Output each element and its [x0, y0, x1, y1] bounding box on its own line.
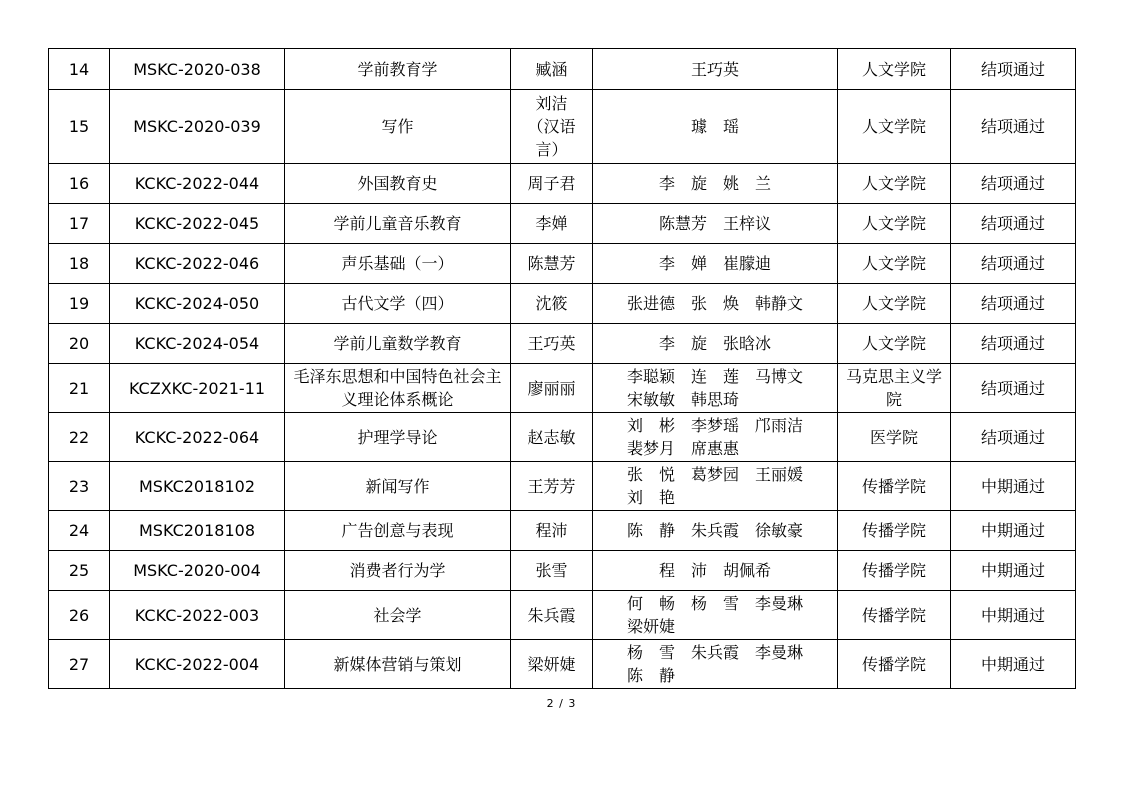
cell-college: 传播学院	[838, 462, 951, 511]
table-row	[49, 640, 1076, 689]
cell-project-code: KCZXKC-2021-11	[110, 364, 285, 413]
cell-project-code: KCKC-2022-046	[110, 244, 285, 284]
cell-leader	[511, 413, 593, 462]
cell-members-text: 李聪颖 连 莲 马博文 宋敏敏 韩思琦	[626, 367, 803, 409]
cell-status: 结项通过	[951, 90, 1076, 164]
cell-members-text: 张进德 张 焕 韩静文	[626, 294, 803, 313]
cell-project-code: KCKC-2022-004	[110, 640, 285, 689]
table-row	[49, 204, 1076, 244]
cell-leader	[511, 511, 593, 551]
cell-leader	[511, 49, 593, 90]
table-row	[49, 364, 1076, 413]
cell-number: 20	[49, 324, 110, 364]
cell-leader	[511, 551, 593, 591]
cell-leader	[511, 324, 593, 364]
cell-members-text: 李 旋 姚 兰	[658, 174, 771, 193]
cell-college: 人文学院	[838, 164, 951, 204]
cell-members-text: 刘 彬 李梦瑶 邝雨洁 裴梦月 席惠惠	[626, 416, 803, 458]
cell-members-text: 王巧英	[690, 59, 739, 79]
table-row	[49, 284, 1076, 324]
cell-leader-text: 王芳芳	[527, 476, 576, 496]
cell-leader-text: 梁妍婕	[527, 654, 576, 674]
cell-leader	[511, 284, 593, 324]
cell-course-name: 声乐基础（一）	[285, 244, 511, 284]
cell-college: 人文学院	[838, 90, 951, 164]
cell-leader-text: 王巧英	[527, 334, 576, 353]
cell-course-name: 社会学	[285, 591, 511, 640]
cell-status: 中期通过	[951, 551, 1076, 591]
cell-members-text: 何 畅 杨 雪 李曼琳 梁妍婕	[626, 594, 803, 636]
cell-status: 结项通过	[951, 364, 1076, 413]
cell-project-code: MSKC-2020-038	[110, 49, 285, 90]
cell-status: 中期通过	[951, 511, 1076, 551]
cell-status: 结项通过	[951, 204, 1076, 244]
cell-course-name: 外国教育史	[285, 164, 511, 204]
cell-course-name: 毛泽东思想和中国特色社会主义理论体系概论	[285, 364, 511, 413]
cell-members	[593, 413, 838, 462]
cell-members-text: 张 悦 葛梦园 王丽媛 刘 艳	[626, 465, 803, 507]
cell-leader-text: 张雪	[535, 561, 568, 580]
cell-project-code: MSKC-2020-004	[110, 551, 285, 591]
cell-number: 16	[49, 164, 110, 204]
table-row	[49, 90, 1076, 164]
cell-status: 结项通过	[951, 164, 1076, 204]
cell-course-name: 学前儿童音乐教育	[285, 204, 511, 244]
cell-leader-text: 臧涵	[535, 59, 568, 79]
cell-college: 人文学院	[838, 204, 951, 244]
cell-leader-text: 李婵	[535, 214, 568, 233]
project-table	[48, 48, 1076, 689]
cell-number: 22	[49, 413, 110, 462]
cell-project-code: KCKC-2022-044	[110, 164, 285, 204]
cell-status: 结项通过	[951, 413, 1076, 462]
cell-number: 21	[49, 364, 110, 413]
table-row	[49, 462, 1076, 511]
table-row	[49, 551, 1076, 591]
cell-members	[593, 244, 838, 284]
cell-members	[593, 164, 838, 204]
cell-members-text: 璩 瑶	[690, 117, 739, 136]
cell-project-code: KCKC-2024-054	[110, 324, 285, 364]
cell-number: 18	[49, 244, 110, 284]
cell-members	[593, 90, 838, 164]
table-row	[49, 413, 1076, 462]
table-row	[49, 591, 1076, 640]
cell-college: 人文学院	[838, 284, 951, 324]
page-number: 2 / 3	[546, 697, 577, 710]
cell-college: 人文学院	[838, 244, 951, 284]
cell-status: 结项通过	[951, 49, 1076, 90]
cell-course-name: 新闻写作	[285, 462, 511, 511]
cell-members	[593, 204, 838, 244]
cell-college: 传播学院	[838, 640, 951, 689]
cell-members-text: 李 旋 张晗冰	[658, 334, 771, 353]
cell-members	[593, 511, 838, 551]
cell-members	[593, 364, 838, 413]
cell-leader	[511, 462, 593, 511]
cell-number: 15	[49, 90, 110, 164]
cell-members-text: 陈 静 朱兵霞 徐敏豪	[626, 521, 803, 540]
cell-college: 马克思主义学院	[838, 364, 951, 413]
cell-course-name: 新媒体营销与策划	[285, 640, 511, 689]
cell-number: 17	[49, 204, 110, 244]
cell-college: 传播学院	[838, 551, 951, 591]
cell-course-name: 学前教育学	[285, 49, 511, 90]
table-row	[49, 511, 1076, 551]
cell-leader-text: 刘洁 （汉语 言）	[527, 94, 576, 159]
cell-number: 27	[49, 640, 110, 689]
cell-project-code: KCKC-2022-064	[110, 413, 285, 462]
cell-number: 26	[49, 591, 110, 640]
cell-project-code: MSKC2018102	[110, 462, 285, 511]
cell-leader-text: 赵志敏	[527, 427, 576, 447]
cell-leader	[511, 591, 593, 640]
cell-number: 25	[49, 551, 110, 591]
cell-number: 14	[49, 49, 110, 90]
table-row	[49, 324, 1076, 364]
cell-members-text: 陈慧芳 王梓议	[658, 214, 771, 233]
cell-college: 传播学院	[838, 591, 951, 640]
cell-college: 传播学院	[838, 511, 951, 551]
cell-members	[593, 324, 838, 364]
cell-status: 中期通过	[951, 462, 1076, 511]
cell-members-text: 程 沛 胡佩希	[658, 561, 771, 580]
cell-status: 结项通过	[951, 244, 1076, 284]
cell-members	[593, 551, 838, 591]
table-body	[49, 49, 1076, 689]
cell-leader-text: 廖丽丽	[527, 378, 576, 398]
cell-members-text: 李 婵 崔朦迪	[658, 254, 771, 273]
cell-leader-text: 陈慧芳	[527, 254, 576, 273]
cell-project-code: KCKC-2022-003	[110, 591, 285, 640]
cell-course-name: 写作	[285, 90, 511, 164]
cell-course-name: 消费者行为学	[285, 551, 511, 591]
cell-college: 人文学院	[838, 324, 951, 364]
cell-members	[593, 49, 838, 90]
cell-number: 19	[49, 284, 110, 324]
cell-leader-text: 周子君	[527, 174, 576, 193]
cell-course-name: 广告创意与表现	[285, 511, 511, 551]
cell-course-name: 学前儿童数学教育	[285, 324, 511, 364]
cell-leader	[511, 640, 593, 689]
cell-leader	[511, 90, 593, 164]
cell-status: 中期通过	[951, 591, 1076, 640]
cell-members	[593, 284, 838, 324]
table-row	[49, 49, 1076, 90]
table-row	[49, 164, 1076, 204]
cell-project-code: KCKC-2024-050	[110, 284, 285, 324]
cell-members	[593, 462, 838, 511]
cell-members	[593, 591, 838, 640]
cell-status: 结项通过	[951, 324, 1076, 364]
cell-members-text: 杨 雪 朱兵霞 李曼琳 陈 静	[626, 643, 803, 685]
cell-leader-text: 程沛	[535, 521, 568, 540]
cell-course-name: 护理学导论	[285, 413, 511, 462]
cell-leader	[511, 204, 593, 244]
cell-college: 人文学院	[838, 49, 951, 90]
cell-leader	[511, 244, 593, 284]
cell-members	[593, 640, 838, 689]
cell-number: 23	[49, 462, 110, 511]
cell-status: 结项通过	[951, 284, 1076, 324]
cell-leader-text: 朱兵霞	[527, 605, 576, 625]
cell-leader-text: 沈筱	[535, 294, 568, 313]
cell-college: 医学院	[838, 413, 951, 462]
cell-number: 24	[49, 511, 110, 551]
cell-project-code: MSKC2018108	[110, 511, 285, 551]
table-row	[49, 244, 1076, 284]
cell-leader	[511, 164, 593, 204]
cell-status: 中期通过	[951, 640, 1076, 689]
cell-course-name: 古代文学（四）	[285, 284, 511, 324]
cell-project-code: KCKC-2022-045	[110, 204, 285, 244]
cell-project-code: MSKC-2020-039	[110, 90, 285, 164]
cell-leader	[511, 364, 593, 413]
